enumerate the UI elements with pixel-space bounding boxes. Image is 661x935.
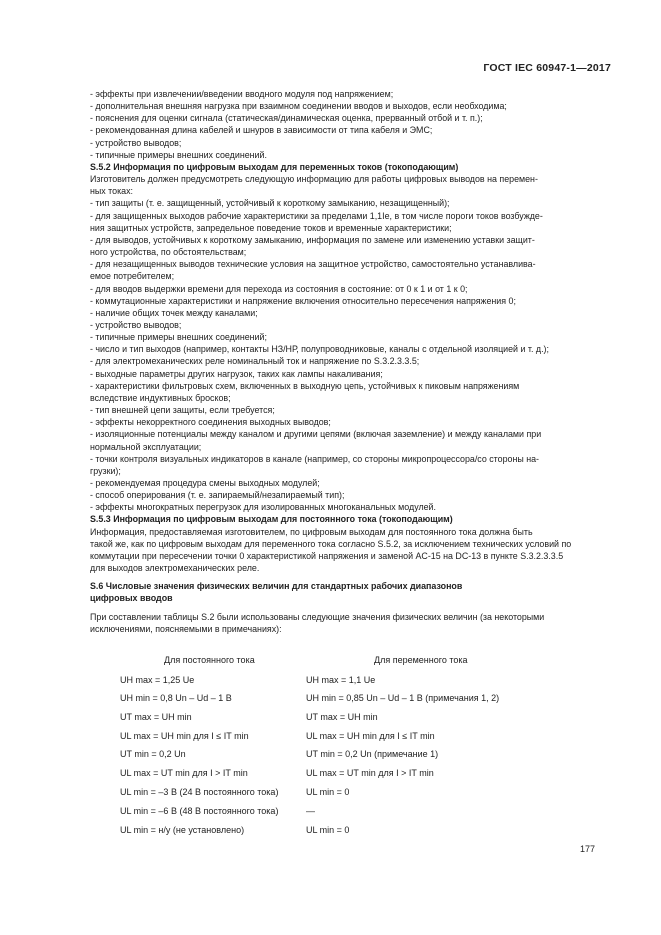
table-row <box>120 749 570 763</box>
text-line: - для вводов выдержки времени для перехода из состояния в состояние: от 0 к 1 и от 1 к 0; <box>90 283 468 294</box>
column-header-ac: Для переменного тока <box>374 655 468 665</box>
text-line: такой же, как по цифровым выходам для переменного тока согласно S.5.2, за исключением технических условий по <box>90 538 572 549</box>
text-line: - типичные примеры внешних соединений. <box>90 149 267 160</box>
table-row <box>120 806 570 820</box>
cell-dc: UL max = UH min для I ≤ IT min <box>120 731 249 741</box>
text-line: грузки); <box>90 465 121 476</box>
table-row <box>120 712 570 726</box>
text-line: - для выводов, устойчивых к короткому замыканию, информация по замене или изменению уставки защит- <box>90 234 535 245</box>
cell-ac: UL min = 0 <box>306 787 350 797</box>
text-line: - рекомендуемая процедура смены выходных модулей; <box>90 478 320 488</box>
text-line: - устройство выводов; <box>90 137 182 148</box>
text-line: - тип защиты (т. е. защищенный, устойчивый к короткому замыканию, незащищенный); <box>90 198 450 209</box>
section-heading: S.6 Числовые значения физических величин для стандартных рабочих диапазонов <box>90 581 463 592</box>
text-line: - типичные примеры внешних соединений; <box>90 332 267 343</box>
cell-dc: UH min = 0,8 Un – Ud – 1 В <box>120 693 232 703</box>
text-line: емое потребителем; <box>90 271 175 282</box>
text-line: для выходов электромеханических реле. <box>90 563 260 574</box>
column-header-dc: Для постоянного тока <box>164 655 255 665</box>
table-row <box>120 825 570 839</box>
cell-ac: — <box>306 806 315 816</box>
cell-dc: UT max = UH min <box>120 712 192 722</box>
text-line: - характеристики фильтровых схем, включенных в выходную цепь, устойчивых к пиковым напряжениям <box>90 380 520 391</box>
text-line: нормальной эксплуатации; <box>90 441 202 452</box>
text-line: - способ оперирования (т. е. запираемый/незапираемый тип); <box>90 490 345 501</box>
text-line: - рекомендованная длина кабелей и шнуров в зависимости от типа кабеля и ЭМС; <box>90 125 433 136</box>
page-number: 177 <box>580 844 596 854</box>
cell-dc: UL min = –3 В (24 В постоянного тока) <box>120 787 279 797</box>
document-body <box>90 88 600 635</box>
cell-dc: UT min = 0,2 Un <box>120 749 186 759</box>
text-line: При составлении таблицы S.2 были использованы следующие значения физических величин (за некоторыми <box>90 611 545 622</box>
table-row <box>120 768 570 782</box>
cell-ac: UL min = 0 <box>306 825 350 835</box>
text-line: - выходные параметры других нагрузок, таких как лампы накаливания; <box>90 368 383 379</box>
cell-ac: UL max = UH min для I ≤ IT min <box>306 731 435 741</box>
cell-dc: UL min = –6 В (48 В постоянного тока) <box>120 806 279 816</box>
text-line: - пояснения для оценки сигнала (статическая/динамическая оценка, прерванный отбой и т. п.); <box>90 113 483 124</box>
section-heading: S.5.3 Информация по цифровым выходам для постоянного тока (токоподающим) <box>90 514 453 525</box>
text-line: ного устройства, по обстоятельствам; <box>90 247 247 258</box>
text-line: - для электромеханических реле номинальный ток и напряжение по S.3.2.3.3.5; <box>90 356 420 367</box>
text-line: - тип внешней цепи защиты, если требуется; <box>90 405 275 416</box>
document-header: ГОСТ IEC 60947-1—2017 <box>483 62 611 74</box>
cell-dc: UH max = 1,25 Ue <box>120 675 195 685</box>
section-heading: S.5.2 Информация по цифровым выходам для переменных токов (токоподающим) <box>90 161 459 172</box>
text-line: - устройство выводов; <box>90 319 182 330</box>
section-heading: цифровых вводов <box>90 593 173 604</box>
text-line: исключениями, поясняемыми в примечаниях): <box>90 623 282 634</box>
cell-ac: UT max = UH min <box>306 712 378 722</box>
cell-ac: UH min = 0,85 Un – Ud – 1 В (примечания 1, 2) <box>306 693 500 703</box>
cell-ac: UT min = 0,2 Un (примечание 1) <box>306 749 439 759</box>
text-line: коммутации при пересечении точки 0 характеристикой напряжения и заменой AC-15 на DC-13 в пункте S.3.2.3.3.5 <box>90 550 564 561</box>
cell-ac: UL max = UT min для I > IT min <box>306 768 434 778</box>
text-line: - для защищенных выходов рабочие характеристики за пределами 1,1Ie, в том числе пороги токов возбужде- <box>90 210 543 221</box>
text-line: ния защитных устройств, запредельное поведение токов и временные характеристики; <box>90 222 452 233</box>
text-line: - число и тип выходов (например, контакты НЗ/НР, полупроводниковые, каналы с отдельной изоляцией и т. д.); <box>90 344 549 355</box>
text-line: - наличие общих точек между каналами; <box>90 307 258 318</box>
text-line: вследствие индуктивных бросков; <box>90 392 231 403</box>
table-row <box>120 675 570 689</box>
text-line: Изготовитель должен предусмотреть следующую информацию для работы цифровых выводов на перемен- <box>90 174 538 185</box>
cell-ac: UH max = 1,1 Ue <box>306 675 376 685</box>
text-line: ных токах: <box>90 186 134 197</box>
text-line: - изоляционные потенциалы между каналом и другими цепями (включая заземление) и между каналами при <box>90 429 542 440</box>
text-line: - дополнительная внешняя нагрузка при взаимном соединении вводов и выходов, если необходима; <box>90 101 507 112</box>
cell-dc: UL max = UT min для I > IT min <box>120 768 248 778</box>
text-line: - эффекты некорректного соединения выходных выводов; <box>90 417 331 428</box>
table-row <box>120 693 570 707</box>
text-line: - для незащищенных выводов технические условия на защитное устройство, самостоятельно устанавлива- <box>90 259 536 270</box>
text-line: - коммутационные характеристики и напряжение включения относительно пересечения напряжения 0; <box>90 295 516 306</box>
table-row <box>120 787 570 801</box>
table-row <box>120 731 570 745</box>
text-line: - точки контроля визуальных индикаторов в канале (например, со стороны микропроцессора/со стороны на- <box>90 453 539 464</box>
text-line: - эффекты при извлечении/введении вводного модуля под напряжением; <box>90 89 394 99</box>
text-line: - эффекты многократных перегрузок для изолированных многоканальных модулей. <box>90 502 436 513</box>
text-line: Информация, предоставляемая изготовителем, по цифровым выходам для постоянного тока должна быть <box>90 526 533 537</box>
cell-dc: UL min = н/у (не установлено) <box>120 825 245 835</box>
